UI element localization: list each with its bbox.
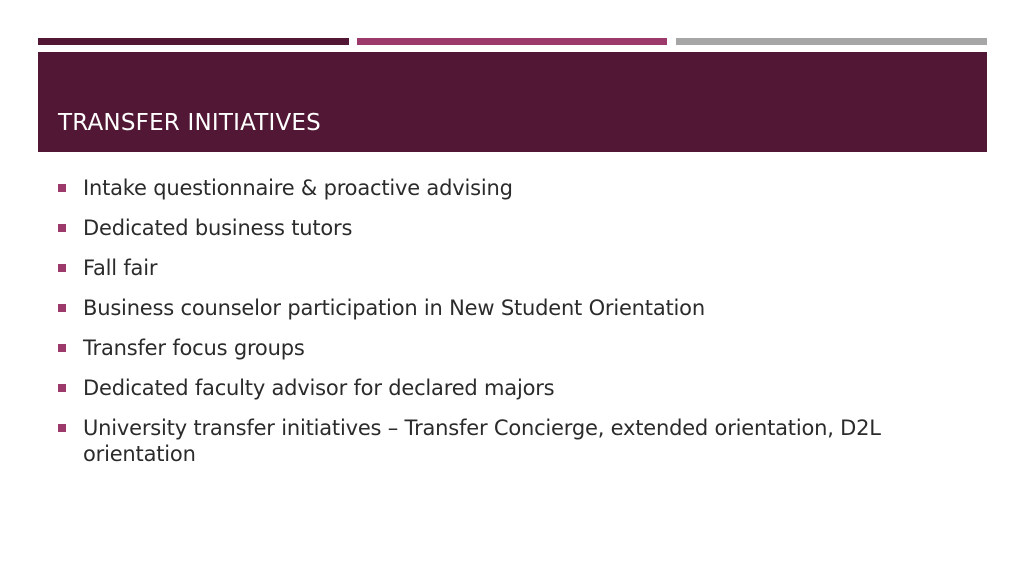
square-bullet-icon xyxy=(58,264,66,272)
square-bullet-icon xyxy=(58,184,66,192)
square-bullet-icon xyxy=(58,224,66,232)
accent-bar-gray xyxy=(676,38,987,45)
bullet-text: Dedicated business tutors xyxy=(83,216,353,240)
bullet-item xyxy=(56,415,986,467)
bullet-item xyxy=(56,295,986,322)
slide-title: TRANSFER INITIATIVES xyxy=(58,110,321,136)
bullet-text: Fall fair xyxy=(83,256,158,280)
square-bullet-icon xyxy=(58,424,66,432)
bullet-item xyxy=(56,335,986,362)
bullet-text: University transfer initiatives – Transfer Concierge, extended orientation, D2L orientation xyxy=(83,416,881,466)
square-bullet-icon xyxy=(58,344,66,352)
bullet-item xyxy=(56,255,986,282)
square-bullet-icon xyxy=(58,384,66,392)
bullet-text: Dedicated faculty advisor for declared majors xyxy=(83,376,555,400)
bullet-item xyxy=(56,175,986,202)
bullet-text: Business counselor participation in New Student Orientation xyxy=(83,296,705,320)
bullet-item xyxy=(56,375,986,402)
bullet-item xyxy=(56,215,986,242)
bullet-list xyxy=(56,175,986,480)
bullet-text: Intake questionnaire & proactive advising xyxy=(83,176,513,200)
title-band xyxy=(38,52,987,152)
bullet-text: Transfer focus groups xyxy=(83,336,305,360)
accent-bar-dark xyxy=(38,38,349,45)
square-bullet-icon xyxy=(58,304,66,312)
accent-bar-magenta xyxy=(357,38,667,45)
